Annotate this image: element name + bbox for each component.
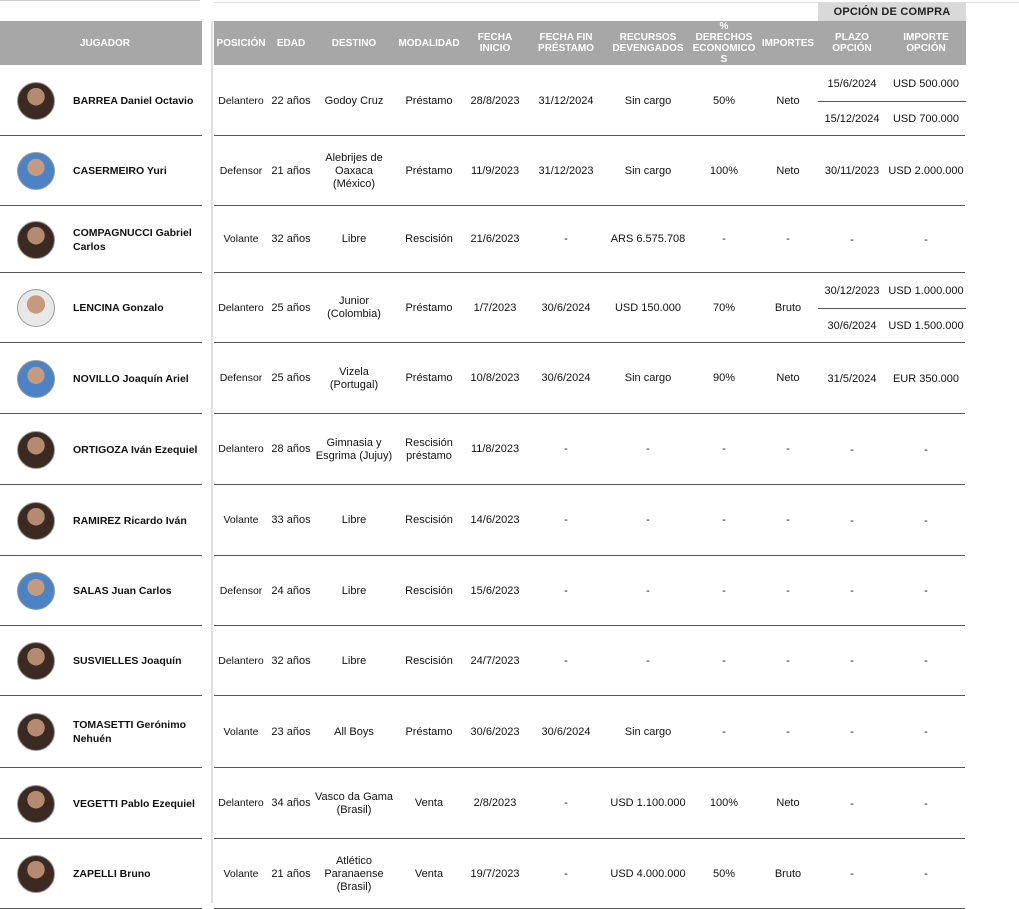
end-date-cell: 30/6/2024 — [541, 372, 591, 384]
amounts-type-cell: - — [786, 514, 790, 526]
rights-cell: - — [722, 514, 726, 526]
age-cell: 21 años — [271, 164, 311, 177]
option-amount-cell: - — [924, 797, 928, 810]
option-deadline-cell: 15/6/2024 — [827, 77, 877, 90]
rights-cell: - — [722, 584, 726, 597]
end-date-cell: 31/12/2023 — [538, 164, 594, 177]
option-deadline-cell: - — [850, 233, 854, 246]
option-amount-cell: - — [924, 443, 928, 456]
age-cell: 22 años — [271, 94, 311, 107]
destination-cell: Libre — [341, 584, 367, 597]
amounts-type-cell: - — [786, 443, 790, 455]
end-date-cell: - — [564, 443, 568, 455]
destination-cell: Gimnasia y Esgrima (Jujuy) — [315, 436, 393, 462]
option-amount-cell: - — [924, 726, 928, 738]
header-jugador: JUGADOR — [0, 21, 202, 65]
amounts-type-cell: Neto — [776, 164, 800, 177]
age-cell: 33 años — [271, 514, 311, 526]
table-row — [0, 556, 1019, 626]
age-cell: 23 años — [271, 725, 311, 738]
start-date-cell: 19/7/2023 — [470, 867, 520, 880]
option-deadline-cell: 30/11/2023 — [824, 165, 880, 177]
start-date-cell: 21/6/2023 — [470, 233, 520, 245]
start-date-cell: 24/7/2023 — [470, 654, 520, 667]
table-row — [0, 136, 1019, 206]
avatar — [17, 572, 55, 610]
amounts-type-cell: Neto — [776, 372, 800, 384]
option-amount-cell: USD 2.000.000 — [888, 165, 964, 177]
amounts-type-cell: Neto — [776, 94, 800, 107]
player-name: VEGETTI Pablo Ezequiel — [73, 797, 195, 810]
start-date-cell: 28/8/2023 — [470, 94, 520, 107]
modality-cell: Préstamo — [405, 164, 453, 177]
table-header — [0, 21, 966, 65]
avatar — [17, 855, 55, 893]
table-row — [0, 273, 1019, 343]
modality-cell: Venta — [414, 867, 444, 880]
modality-cell: Venta — [414, 797, 444, 809]
amounts-type-cell: - — [786, 725, 790, 738]
rights-cell: 70% — [712, 301, 736, 314]
option-amount-cell: - — [924, 868, 928, 880]
start-date-cell: 2/8/2023 — [473, 797, 517, 809]
age-cell: 21 años — [271, 867, 311, 880]
table-row — [0, 696, 1019, 768]
age-cell: 32 años — [271, 233, 311, 245]
header-destino: DESTINO — [314, 21, 394, 65]
start-date-cell: 30/6/2023 — [470, 725, 520, 738]
position-cell: Defensor — [219, 584, 263, 597]
position-cell: Volante — [223, 725, 259, 738]
destination-cell: Alebrijes de Oaxaca (México) — [325, 151, 383, 190]
age-cell: 28 años — [271, 443, 311, 455]
modality-cell: Préstamo — [405, 725, 453, 738]
header-fecha-inicio: FECHA INICIO — [464, 21, 526, 65]
option-deadline-cell: - — [850, 514, 854, 527]
resources-cell: - — [646, 514, 650, 526]
destination-cell: Vizela (Portugal) — [329, 365, 379, 391]
header-posicion: POSICIÓN — [214, 21, 268, 65]
opcion-compra-header: OPCIÓN DE COMPRA — [818, 3, 966, 21]
table-row — [0, 414, 1019, 485]
resources-cell: USD 150.000 — [614, 301, 682, 314]
resources-cell: USD 4.000.000 — [610, 867, 686, 880]
resources-cell: - — [646, 654, 650, 667]
table-row — [0, 206, 1019, 273]
player-name: COMPAGNUCCI Gabriel Carlos — [73, 226, 192, 253]
end-date-cell: 30/6/2024 — [541, 301, 591, 314]
end-date-cell: - — [564, 797, 568, 809]
start-date-cell: 11/8/2023 — [470, 443, 520, 455]
table-row — [0, 343, 1019, 414]
age-cell: 24 años — [271, 584, 311, 597]
table-row — [0, 626, 1019, 696]
option-amount-cell: USD 700.000 — [892, 112, 960, 125]
header-recursos: RECURSOS DEVENGADOS — [606, 21, 690, 65]
header-modalidad: MODALIDAD — [394, 21, 464, 65]
table-row — [0, 66, 1019, 136]
option-deadline-cell: 30/6/2024 — [827, 319, 877, 332]
end-date-cell: 30/6/2024 — [541, 725, 591, 738]
destination-cell: Godoy Cruz — [324, 94, 384, 107]
option-deadline-cell: - — [850, 726, 854, 738]
option-deadline-cell: 30/12/2023 — [824, 284, 880, 297]
rights-cell: 100% — [709, 164, 739, 177]
amounts-type-cell: - — [786, 233, 790, 245]
modality-cell: Préstamo — [405, 372, 453, 384]
amounts-type-cell: Bruto — [774, 301, 802, 314]
option-deadline-cell: - — [850, 585, 854, 597]
rights-cell: 100% — [709, 797, 739, 809]
header-edad: EDAD — [268, 21, 314, 65]
resources-cell: Sin cargo — [624, 164, 672, 177]
avatar — [17, 289, 55, 327]
modality-cell: Rescisión — [405, 584, 453, 597]
modality-cell: Préstamo — [405, 301, 453, 314]
end-date-cell: 31/12/2024 — [538, 94, 594, 107]
player-name: NOVILLO Joaquín Ariel — [73, 372, 189, 385]
option-deadline-cell: - — [850, 655, 854, 667]
player-name: BARREA Daniel Octavio — [73, 95, 194, 107]
table-row — [0, 768, 1019, 839]
rights-cell: - — [722, 443, 726, 455]
destination-cell: All Boys — [334, 725, 374, 738]
top-rule — [0, 0, 200, 1]
amounts-type-cell: Bruto — [774, 867, 802, 880]
option-amount-cell: USD 1.000.000 — [888, 284, 964, 297]
end-date-cell: - — [564, 867, 568, 880]
table-row — [0, 485, 1019, 556]
option-amount-cell: USD 500.000 — [892, 77, 960, 90]
avatar — [17, 785, 55, 823]
player-name: SALAS Juan Carlos — [73, 585, 172, 597]
player-name: RAMIREZ Ricardo Iván — [73, 514, 187, 527]
end-date-cell: - — [564, 584, 568, 597]
resources-cell: Sin cargo — [624, 725, 672, 738]
start-date-cell: 10/8/2023 — [470, 372, 520, 384]
amounts-type-cell: Neto — [776, 797, 800, 809]
end-date-cell: - — [564, 654, 568, 667]
position-cell: Delantero — [218, 654, 264, 667]
position-cell: Defensor — [219, 164, 263, 177]
position-cell: Defensor — [219, 372, 263, 384]
option-deadline-cell: - — [850, 868, 854, 880]
avatar — [17, 82, 55, 120]
destination-cell: Vasco da Gama (Brasil) — [314, 790, 394, 816]
modality-cell: Rescisión — [405, 233, 453, 245]
option-amount-cell: - — [924, 585, 928, 597]
position-cell: Delantero — [218, 797, 264, 809]
player-name: CASERMEIRO Yuri — [73, 165, 167, 177]
avatar — [17, 221, 55, 259]
start-date-cell: 11/9/2023 — [470, 164, 520, 177]
header-fecha-fin: FECHA FIN PRÉSTAMO — [526, 21, 606, 65]
amounts-type-cell: - — [786, 654, 790, 667]
destination-cell: Libre — [341, 654, 367, 667]
option-amount-cell: - — [924, 233, 928, 246]
header-importes: IMPORTES — [758, 21, 818, 65]
position-cell: Delantero — [218, 443, 264, 455]
end-date-cell: - — [564, 233, 568, 245]
age-cell: 32 años — [271, 654, 311, 667]
resources-cell: Sin cargo — [624, 372, 672, 384]
table-row — [0, 839, 1019, 909]
start-date-cell: 14/6/2023 — [470, 514, 520, 526]
resources-cell: - — [646, 443, 650, 455]
header-importe-opcion: IMPORTE OPCIÓN — [886, 21, 966, 65]
start-date-cell: 15/6/2023 — [470, 584, 520, 597]
start-date-cell: 1/7/2023 — [473, 301, 517, 314]
position-cell: Volante — [223, 233, 259, 245]
resources-cell: - — [646, 584, 650, 597]
option-deadline-cell: 31/5/2024 — [827, 372, 877, 385]
option-deadline-cell: - — [850, 797, 854, 810]
age-cell: 25 años — [271, 301, 311, 314]
amounts-type-cell: - — [786, 584, 790, 597]
avatar — [17, 642, 55, 680]
modality-cell: Rescisión — [405, 654, 453, 667]
option-split-line — [818, 308, 966, 309]
avatar — [17, 360, 55, 398]
modality-cell: Rescisión — [405, 514, 453, 526]
rights-cell: - — [722, 233, 726, 245]
position-cell: Volante — [223, 514, 259, 526]
destination-cell: Junior (Colombia) — [327, 295, 381, 320]
option-deadline-cell: 15/12/2024 — [824, 112, 880, 125]
destination-cell: Libre — [341, 233, 367, 245]
destination-cell: Atlético Paranaense (Brasil) — [324, 854, 384, 893]
avatar — [17, 152, 55, 190]
end-date-cell: - — [564, 514, 568, 526]
player-name: SUSVIELLES Joaquín — [73, 655, 182, 667]
player-name: LENCINA Gonzalo — [73, 302, 164, 314]
rights-cell: 50% — [712, 867, 736, 880]
rights-cell: - — [722, 654, 726, 667]
resources-cell: Sin cargo — [624, 94, 672, 107]
position-cell: Delantero — [218, 94, 264, 107]
rights-cell: 90% — [712, 372, 736, 384]
avatar — [17, 502, 55, 540]
resources-cell: USD 1.100.000 — [610, 797, 686, 809]
option-amount-cell: - — [924, 514, 928, 527]
modality-cell: Préstamo — [405, 94, 453, 107]
player-name: ORTIGOZA Iván Ezequiel — [73, 443, 198, 456]
header-derechos: % DERECHOS ECONOMICO S — [690, 21, 758, 65]
modality-cell: Rescisión préstamo — [405, 436, 453, 462]
position-cell: Volante — [223, 867, 259, 880]
player-name: TOMASETTI Gerónimo Nehuén — [73, 719, 186, 745]
rights-cell: 50% — [712, 94, 736, 107]
avatar — [17, 431, 55, 469]
rights-cell: - — [722, 725, 726, 738]
age-cell: 34 años — [271, 797, 311, 809]
option-amount-cell: - — [924, 655, 928, 667]
option-amount-cell: EUR 350.000 — [892, 372, 960, 385]
avatar — [17, 713, 55, 751]
option-deadline-cell: - — [850, 443, 854, 456]
option-split-line — [818, 101, 966, 102]
age-cell: 25 años — [271, 372, 311, 384]
destination-cell: Libre — [341, 514, 367, 526]
resources-cell: ARS 6.575.708 — [610, 233, 686, 245]
header-plazo: PLAZO OPCIÓN — [818, 21, 886, 65]
player-name: ZAPELLI Bruno — [73, 868, 151, 880]
position-cell: Delantero — [218, 301, 264, 314]
option-amount-cell: USD 1.500.000 — [888, 319, 964, 332]
